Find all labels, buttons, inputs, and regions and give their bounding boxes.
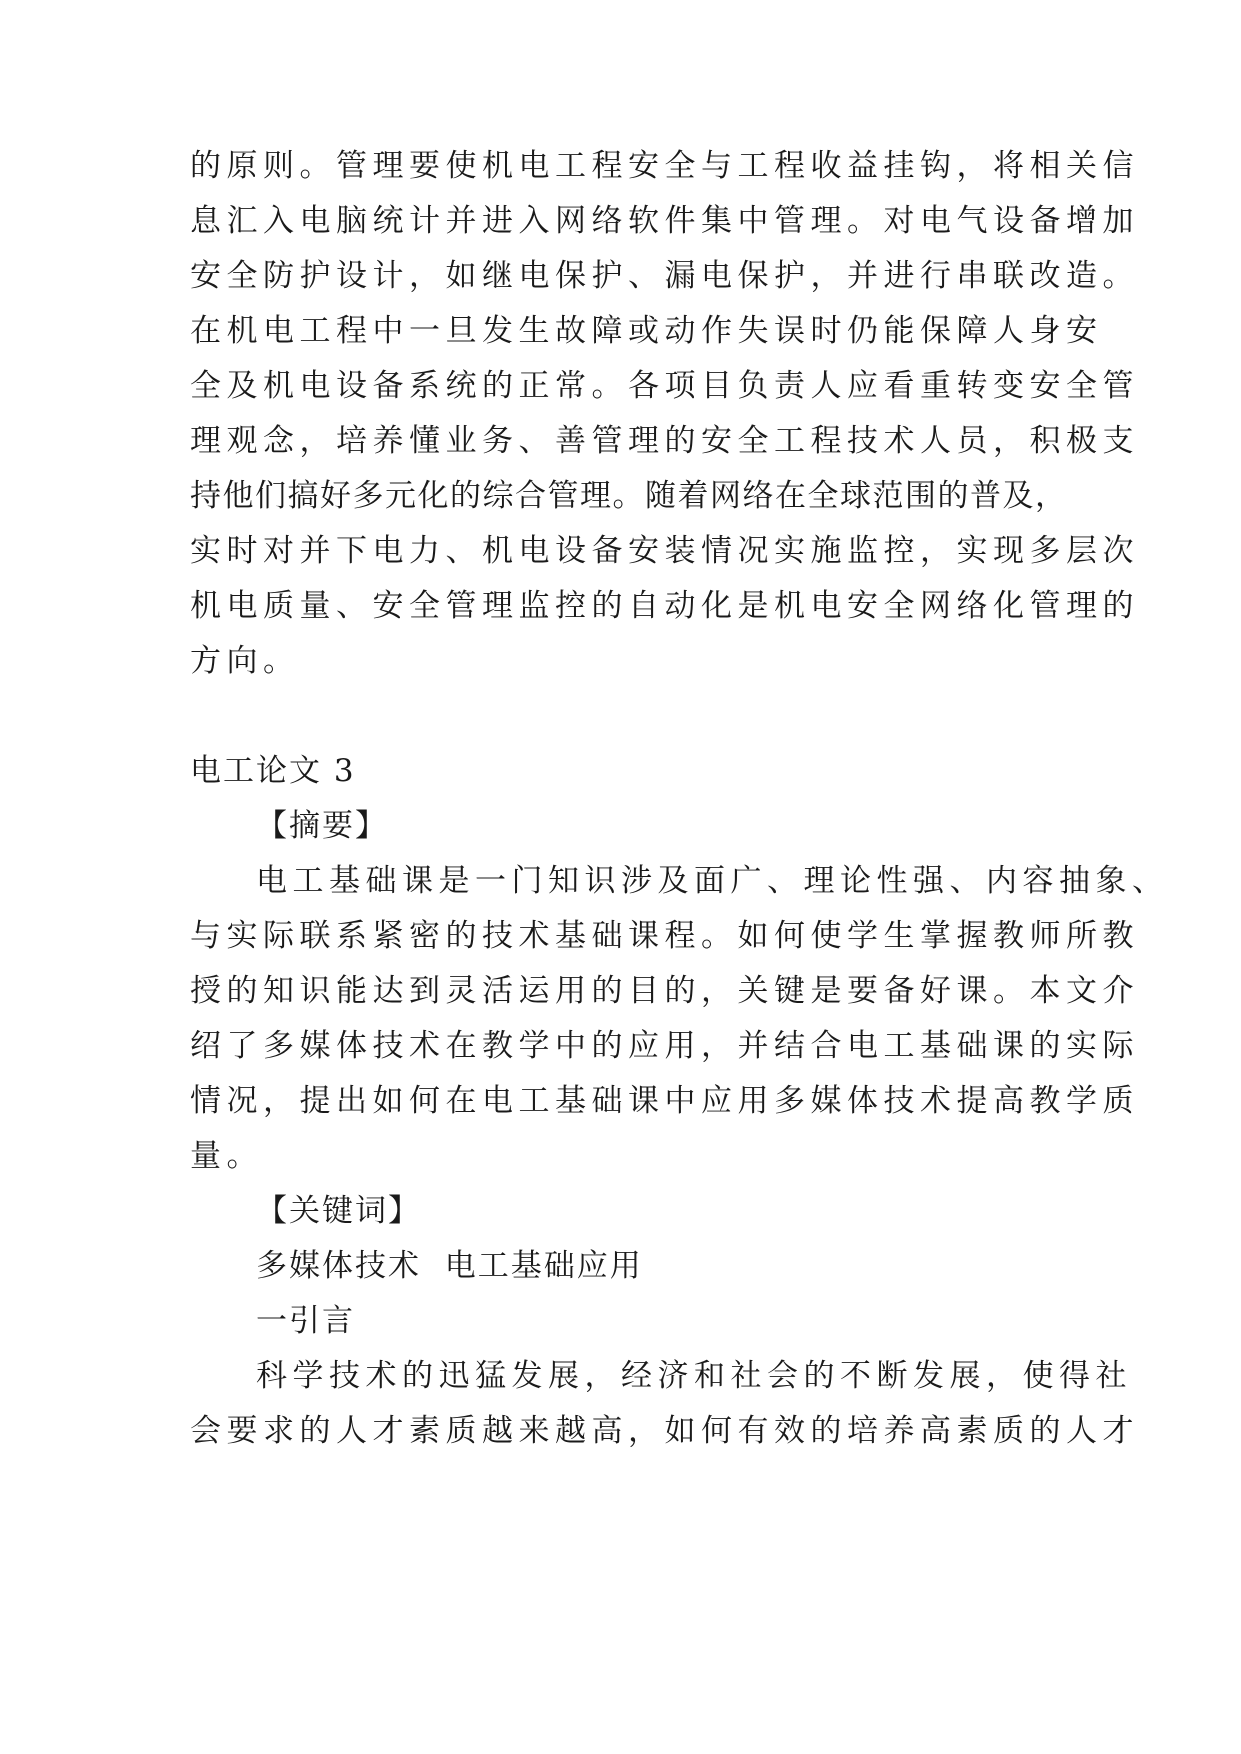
paragraph-line: 安全防护设计，如继电保护、漏电保护，并进行串联改造。 [190,258,1139,294]
intro-heading: 一引言 [256,1303,355,1339]
paragraph-line: 方向。 [190,643,300,679]
abstract-line: 授的知识能达到灵活运用的目的，关键是要备好课。本文介 [190,973,1139,1009]
intro-line: 会要求的人才素质越来越高，如何有效的培养高素质的人才 [190,1413,1139,1449]
keywords-line: 多媒体技术 电工基础应用 [256,1248,643,1284]
abstract-line: 电工基础课是一门知识涉及面广、理论性强、内容抽象、 [256,863,1169,899]
abstract-line: 量。 [190,1138,263,1174]
abstract-line: 与实际联系紧密的技术基础课程。如何使学生掌握教师所教 [190,918,1139,954]
paragraph-line: 的原则。管理要使机电工程安全与工程收益挂钩，将相关信 [190,148,1139,184]
paragraph-line: 全及机电设备系统的正常。各项目负责人应看重转变安全管 [190,368,1139,404]
paragraph-line: 理观念，培养懂业务、善管理的安全工程技术人员，积极支 [190,423,1139,459]
paragraph-line: 机电质量、安全管理监控的自动化是机电安全网络化管理的 [190,588,1139,624]
paragraph-line: 持他们搞好多元化的综合管理。随着网络在全球范围的普及， [190,478,1068,514]
paragraph-line: 实时对并下电力、机电设备安装情况实施监控，实现多层次 [190,533,1139,569]
abstract-line: 情况，提出如何在电工基础课中应用多媒体技术提高教学质 [190,1083,1139,1119]
section-title: 电工论文 3 [190,753,356,789]
abstract-line: 绍了多媒体技术在教学中的应用，并结合电工基础课的实际 [190,1028,1139,1064]
paragraph-line: 息汇入电脑统计并进入网络软件集中管理。对电气设备增加 [190,203,1139,239]
keywords-heading: 【关键词】 [256,1193,421,1229]
intro-line: 科学技术的迅猛发展，经济和社会的不断发展，使得社 [256,1358,1132,1394]
abstract-heading: 【摘要】 [256,808,388,844]
paragraph-line: 在机电工程中一旦发生故障或动作失误时仍能保障人身安 [190,313,1103,349]
